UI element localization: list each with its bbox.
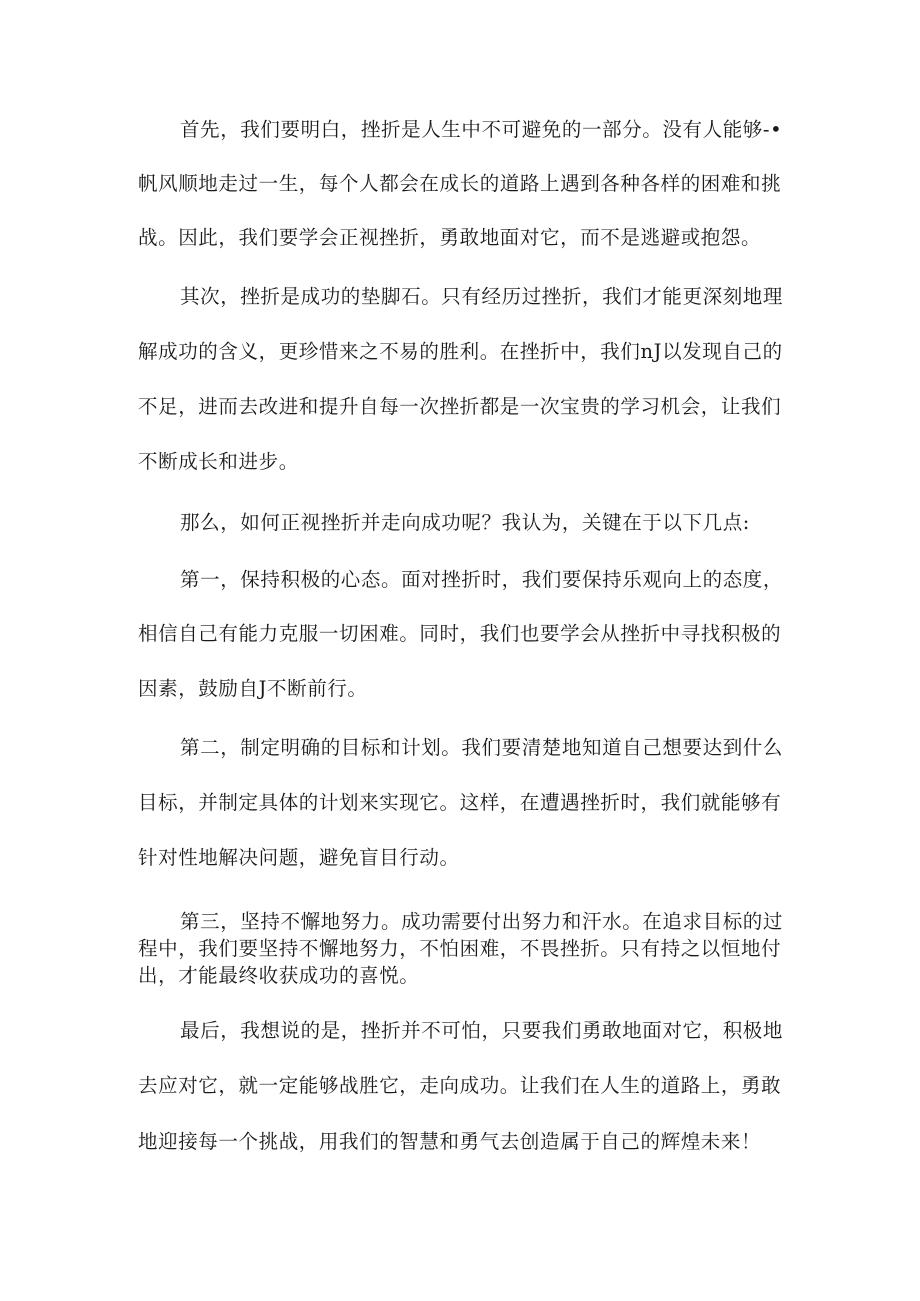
paragraph-7-line-3: 地迎接每一个挑战，用我们的智慧和勇气去创造属于自己的辉煌未来！ (138, 1130, 762, 1153)
paragraph-2-line-2: 解成功的含义，更珍惜来之不易的胜利。在挫折中，我们nJ以发现自己的 (138, 340, 783, 363)
paragraph-5-line-3: 针对性地解决问题，避免盲目行动。 (138, 846, 460, 869)
paragraph-5-line-1: 第二，制定明确的目标和计划。我们要清楚地知道自己想要达到什么 (180, 736, 784, 759)
paragraph-2-line-4: 不断成长和进步。 (138, 450, 299, 473)
paragraph-4-line-2: 相信自己有能力克服一切困难。同时，我们也要学会从挫折中寻找积极的 (138, 622, 782, 645)
paragraph-5-line-2: 目标，并制定具体的计划来实现它。这样，在遭遇挫折时，我们就能够有 (138, 791, 782, 814)
paragraph-1-line-2: 帆风顺地走过一生，每个人都会在成长的道路上遇到各种各样的困难和挑 (138, 172, 782, 195)
paragraph-6-line-1: 第三，坚持不懈地努力。成功需要付出努力和汗水。在追求目标的过 (180, 910, 784, 933)
paragraph-6-line-3: 出，才能最终收获成功的喜悦。 (138, 964, 420, 987)
paragraph-2-line-3: 不足，进而去改进和提升自每一次挫折都是一次宝贵的学习机会，让我们 (138, 395, 782, 418)
paragraph-4-line-1: 第一，保持积极的心态。面对挫折时，我们要保持乐观向上的态度， (180, 568, 784, 591)
paragraph-4-line-3: 因素，鼓励自J不断前行。 (138, 677, 368, 700)
paragraph-6-line-2: 程中，我们要坚持不懈地努力，不怕困难，不畏挫折。只有持之以恒地付 (138, 937, 782, 960)
paragraph-3-line-1: 那么，如何正视挫折并走向成功呢？我认为，关键在于以下几点: (180, 511, 750, 534)
paragraph-2-line-1: 其次，挫折是成功的垫脚石。只有经历过挫折，我们才能更深刻地理 (180, 285, 784, 308)
paragraph-1-line-3: 战。因此，我们要学会正视挫折，勇敢地面对它，而不是逃避或抱怨。 (138, 226, 762, 249)
paragraph-7-line-1: 最后，我想说的是，挫折并不可怕，只要我们勇敢地面对它，积极地 (180, 1019, 784, 1042)
paragraph-1-line-1: 首先，我们要明白，挫折是人生中不可避免的一部分。没有人能够-• (180, 118, 783, 141)
paragraph-7-line-2: 去应对它，就一定能够战胜它，走向成功。让我们在人生的道路上，勇敢 (138, 1074, 782, 1097)
